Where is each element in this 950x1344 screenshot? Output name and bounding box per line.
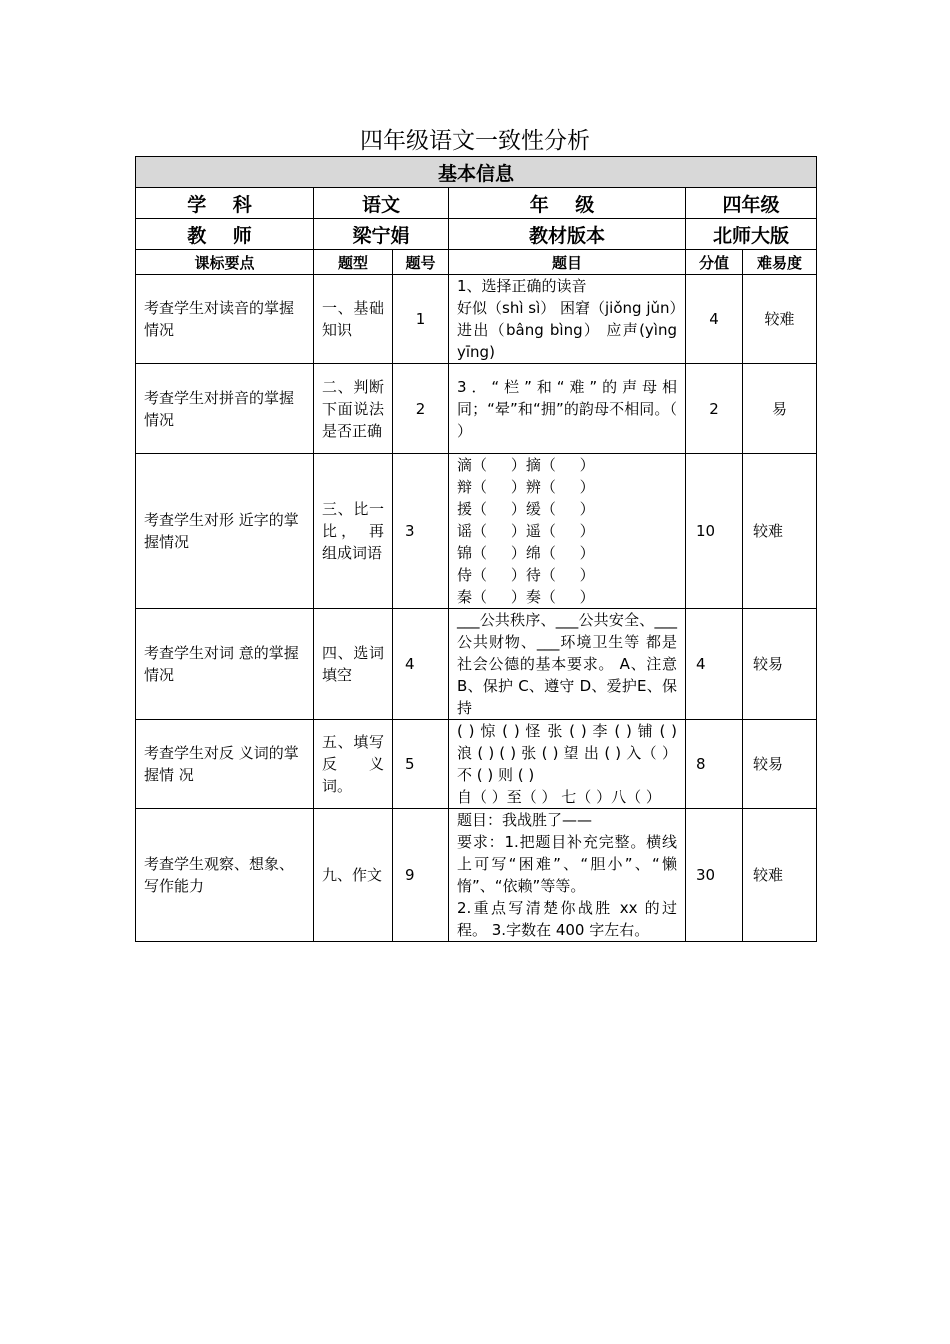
score-cell: 4	[686, 609, 743, 720]
column-header-row	[136, 250, 817, 275]
table-row	[136, 720, 817, 809]
difficulty-cell: 较难	[743, 275, 817, 364]
difficulty-cell: 较难	[743, 809, 817, 942]
point-cell: 考查学生观察、想象、写作能力	[136, 809, 314, 942]
column-header: 题型	[314, 250, 393, 275]
difficulty-cell: 较易	[743, 720, 817, 809]
difficulty-cell: 易	[743, 364, 817, 454]
number-cell: 9	[393, 809, 449, 942]
edition-value: 北师大版	[686, 219, 817, 250]
question-line: 谣（ ）遥（ ）	[457, 522, 595, 540]
number-cell: 5	[393, 720, 449, 809]
point-cell: 考查学生对反 义词的掌握情 况	[136, 720, 314, 809]
table-row	[136, 275, 817, 364]
question-line: 秦（ ）奏（ ）	[457, 588, 595, 606]
question-line: 援（ ）缓（ ）	[457, 500, 595, 518]
subject-value: 语文	[314, 188, 449, 219]
score-cell: 30	[686, 809, 743, 942]
grade-label: 年 级	[449, 188, 686, 219]
question-line: 1、选择正确的读音	[457, 277, 587, 295]
question-line: 好似（shì sì） 困窘（jiǒng jǔn）进出（bâng bìng） 应声(yìng yīng)	[457, 299, 677, 361]
question-line: 自（ ）至（ ） 七（ ）八（ ）	[457, 788, 661, 806]
grade-value: 四年级	[686, 188, 817, 219]
number-cell: 1	[393, 275, 449, 364]
column-header: 课标要点	[136, 250, 314, 275]
point-cell: 考查学生对拼音的掌握情况	[136, 364, 314, 454]
type-cell: 九、作文	[314, 809, 393, 942]
type-cell: 五、填写反 义词。	[314, 720, 393, 809]
question-cell	[449, 454, 686, 609]
column-header: 题号	[393, 250, 449, 275]
column-header: 分值	[686, 250, 743, 275]
info-row-teacher	[136, 219, 817, 250]
edition-label: 教材版本	[449, 219, 686, 250]
question-line: 3．“栏”和“难”的声母相同；“晕”和“拥”的韵母不相同。（ ）	[457, 377, 677, 440]
question-line: ( ) 惊 ( ) 怪 张 ( ) 李 ( ) 铺 ( ) 浪 ( ) ( ) 张 ( ) 望 出 ( ) 入（ ） 不 ( ) 则 ( )	[457, 722, 677, 784]
table-row	[136, 364, 817, 454]
point-cell: 考查学生对形 近字的掌握情况	[136, 454, 314, 609]
question-line: 要求：1.把题目补充完整。横线上可写“困难”、“胆小”、“懒惰”、“依赖”等等。	[457, 833, 677, 895]
point-cell: 考查学生对读音的掌握情况	[136, 275, 314, 364]
info-row-subject	[136, 188, 817, 219]
analysis-table	[135, 156, 817, 942]
question-line: 滴（ ）摘（ ）	[457, 456, 595, 474]
question-line: 辩（ ）辨（ ）	[457, 478, 595, 496]
type-cell: 三、比一比， 再组成词语	[314, 454, 393, 609]
score-cell: 10	[686, 454, 743, 609]
basic-info-heading: 基本信息	[136, 157, 817, 188]
score-cell: 2	[686, 364, 743, 454]
question-line: 锦（ ）绵（ ）	[457, 544, 595, 562]
type-cell: 二、判断下面说法是否正确	[314, 364, 393, 454]
question-cell	[449, 609, 686, 720]
question-line: 题目：我战胜了——	[457, 811, 593, 829]
number-cell: 3	[393, 454, 449, 609]
score-cell: 4	[686, 275, 743, 364]
question-cell	[449, 720, 686, 809]
subject-label: 学 科	[136, 188, 314, 219]
document-title: 四年级语文一致性分析	[360, 128, 590, 154]
column-header: 难易度	[743, 250, 817, 275]
teacher-value: 梁宁娟	[314, 219, 449, 250]
question-cell	[449, 275, 686, 364]
table-row	[136, 809, 817, 942]
table-row	[136, 609, 817, 720]
teacher-label: 教 师	[136, 219, 314, 250]
column-header: 题目	[449, 250, 686, 275]
score-cell: 8	[686, 720, 743, 809]
point-cell: 考查学生对词 意的掌握情况	[136, 609, 314, 720]
question-line: 2.重点写清楚你战胜 xx 的过程。 3.字数在 400 字左右。	[457, 899, 677, 939]
table-row	[136, 454, 817, 609]
number-cell: 2	[393, 364, 449, 454]
question-line: 侍（ ）待（ ）	[457, 566, 595, 584]
difficulty-cell: 较难	[743, 454, 817, 609]
question-cell	[449, 364, 686, 454]
question-line: ___公共秩序、___公共安全、___公共财物、___环境卫生等 都是社会公德的基本要求。 A、注意 B、保护 C、遵守 D、爱护E、保持	[457, 611, 677, 717]
difficulty-cell: 较易	[743, 609, 817, 720]
basic-info-band	[136, 157, 817, 188]
type-cell: 四、选词填空	[314, 609, 393, 720]
number-cell: 4	[393, 609, 449, 720]
type-cell: 一、基础知识	[314, 275, 393, 364]
question-cell	[449, 809, 686, 942]
